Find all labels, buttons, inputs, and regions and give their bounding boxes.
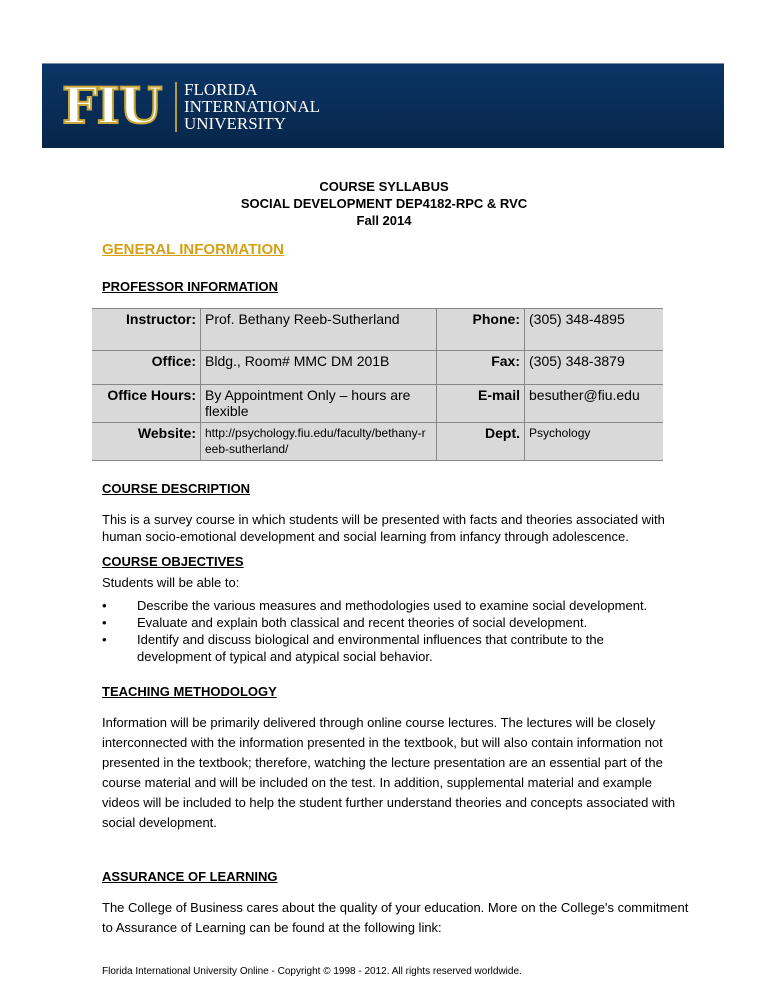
list-item: • Identify and discuss biological and environmental influences that contribute to the development of typical and atypical social behavior. <box>102 631 647 665</box>
label: E-mail <box>437 385 525 423</box>
objectives-list <box>102 597 662 665</box>
general-info-heading: GENERAL INFORMATION <box>102 241 284 258</box>
table-row <box>92 351 663 385</box>
label: Office: <box>92 351 201 385</box>
name-line: INTERNATIONAL <box>184 97 320 116</box>
course-description: This is a survey course in which students will be presented with facts and theories associated with human socio-emotional development and social learning from infancy through adolescence. <box>102 512 665 544</box>
table-row <box>92 385 663 423</box>
list-item: • Describe the various measures and methodologies used to examine social development. <box>102 597 662 614</box>
instructor-value: Prof. Bethany Reeb-Sutherland <box>201 309 437 351</box>
professor-info-heading: PROFESSOR INFORMATION <box>102 279 278 294</box>
dept-value: Psychology <box>525 423 664 461</box>
fiu-logo: FIU <box>62 76 162 135</box>
footer-copyright: Florida International University Online - Copyright © 1998 - 2012. All rights reserved worldwide. <box>102 966 522 977</box>
term: Fall 2014 <box>356 213 412 228</box>
syllabus-content <box>102 178 692 938</box>
label: Dept. <box>437 423 525 461</box>
assurance-heading: ASSURANCE OF LEARNING <box>102 869 278 884</box>
label: Instructor: <box>92 309 201 351</box>
table-row <box>92 423 663 461</box>
website-link[interactable]: http://psychology.fiu.edu/faculty/bethany-reeb-sutherland/ <box>201 423 437 461</box>
logo-divider <box>175 82 177 132</box>
office-hours-value: By Appointment Only – hours are flexible <box>201 385 437 423</box>
assurance-text: The College of Business cares about the quality of your education. More on the College's commitment to Assurance of Learning can be found at the following link: <box>102 900 689 935</box>
label: Phone: <box>437 309 525 351</box>
course-title: SOCIAL DEVELOPMENT DEP4182-RPC & RVC <box>240 196 528 211</box>
office-value: Bldg., Room# MMC DM 201B <box>201 351 437 385</box>
email-value: besuther@fiu.edu <box>525 385 664 423</box>
course-objectives-heading: COURSE OBJECTIVES <box>102 554 244 569</box>
professor-info-table <box>92 308 663 461</box>
teaching-methodology-heading: TEACHING METHODOLOGY <box>102 684 277 699</box>
name-line: FLORIDA <box>184 80 258 99</box>
label: Website: <box>92 423 201 461</box>
phone-value: (305) 348-4895 <box>525 309 664 351</box>
university-name <box>184 81 320 132</box>
fiu-banner <box>42 63 724 148</box>
course-description-heading: COURSE DESCRIPTION <box>102 481 251 496</box>
objectives-intro: Students will be able to: <box>102 575 240 590</box>
table-row <box>92 309 663 351</box>
label: Office Hours: <box>92 385 201 423</box>
label: Fax: <box>437 351 525 385</box>
list-item: • Evaluate and explain both classical and recent theories of social development. <box>102 614 662 631</box>
teaching-methodology: Information will be primarily delivered through online course lectures. The lectures will be closely interconnected with the information presented in the textbook, but will also contain information not presented in the textbook; therefore, watching the lecture presentation are an essential part of the course material and will be included on the test. In addition, supplemental material and example videos will be included to help the student further understand theories and concepts associated with social development. <box>102 715 676 830</box>
name-line: UNIVERSITY <box>184 114 286 133</box>
fax-value: (305) 348-3879 <box>525 351 664 385</box>
doc-title: COURSE SYLLABUS <box>319 179 449 194</box>
